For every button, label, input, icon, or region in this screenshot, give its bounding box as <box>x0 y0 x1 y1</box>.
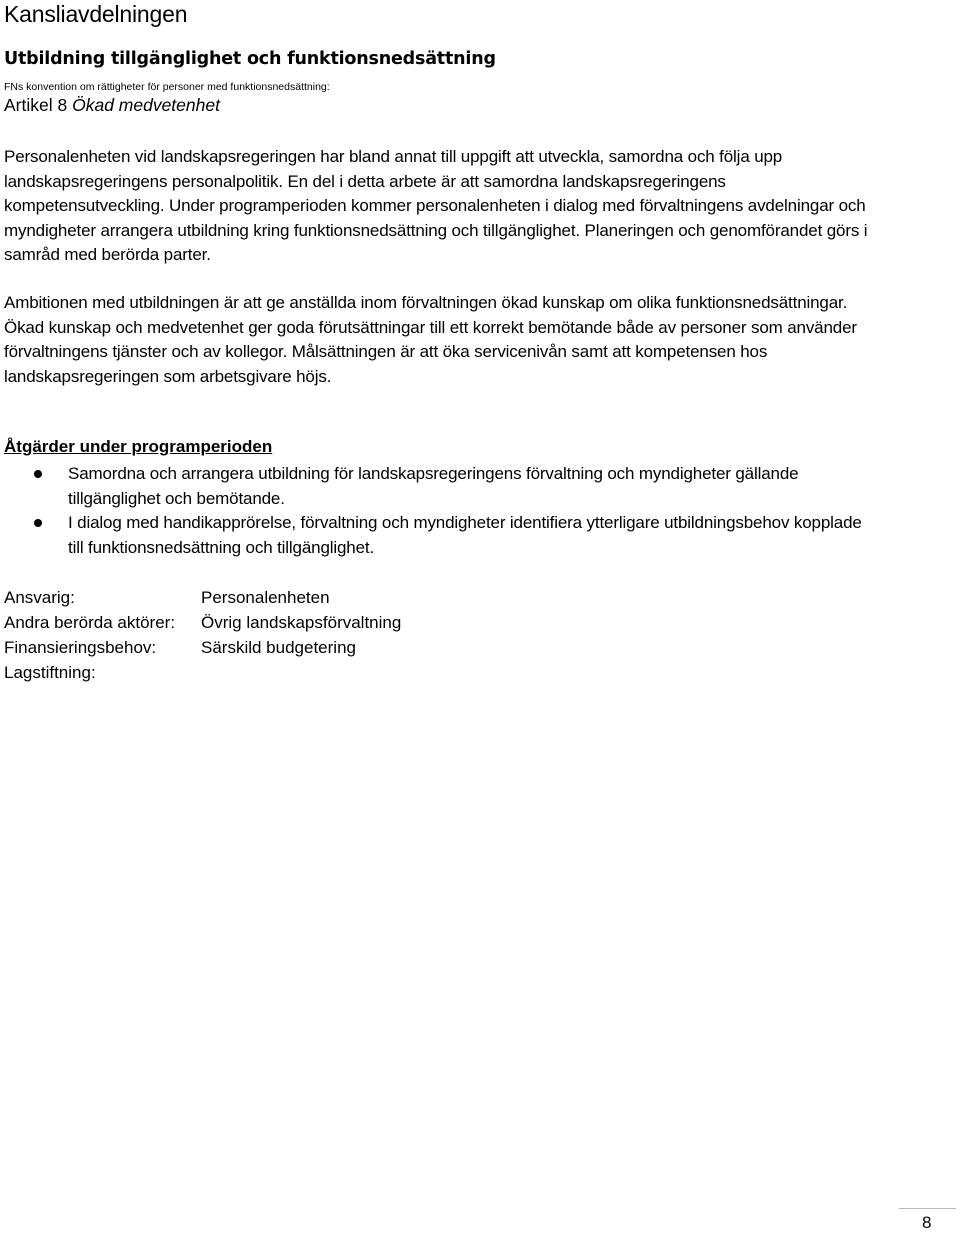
department-header: Kansliavdelningen <box>4 1 188 27</box>
article-name: Ökad medvetenhet <box>72 95 220 115</box>
list-item <box>4 511 874 560</box>
list-item-text: I dialog med handikapprörelse, förvaltning och myndigheter identifiera ytterligare utbildningsbehov kopplade till funktionsnedsättning och tillgänglighet. <box>68 513 862 557</box>
responsibility-table <box>4 585 401 685</box>
list-item-text: Samordna och arrangera utbildning för landskapsregeringens förvaltning och myndigheter gällande tillgänglighet och bemötande. <box>68 464 799 508</box>
meta-value: Särskild budgetering <box>201 638 356 657</box>
measures-list <box>4 462 874 560</box>
meta-label: Finansieringsbehov: <box>4 638 157 657</box>
measures-heading: Åtgärder under programperioden <box>4 437 273 456</box>
section-title: Utbildning tillgänglighet och funktionsnedsättning <box>4 49 496 69</box>
bullet-icon <box>34 519 42 527</box>
meta-label: Andra berörda aktörer: <box>4 613 176 632</box>
meta-row-finansiering <box>4 635 401 660</box>
list-item <box>4 462 874 511</box>
meta-value: Personalenheten <box>201 588 330 607</box>
body-paragraph: Personalenheten vid landskapsregeringen har bland annat till uppgift att utveckla, samordna och följa upp landskapsregeringens personalpolitik. En del i detta arbete är att samordna landskapsregeringens kompetensutveckling. Under programperioden kommer personalenheten i dialog med förvaltningens avdelningar och myndigheter arrangera utbildning kring funktionsnedsättning och tillgänglighet. Planeringen och genomförandet görs i samråd med berörda parter. <box>4 147 868 265</box>
article-reference <box>4 95 220 116</box>
page-number: 8 <box>922 1213 932 1232</box>
meta-value: Övrig landskapsförvaltning <box>201 613 402 632</box>
meta-row-ansvarig <box>4 585 401 610</box>
article-prefix: Artikel 8 <box>4 95 68 115</box>
page-number-rule <box>899 1208 956 1209</box>
meta-row-lagstiftning <box>4 660 401 685</box>
body-paragraph: Ambitionen med utbildningen är att ge anställda inom förvaltningen ökad kunskap om olika funktionsnedsättningar. Ökad kunskap och medvetenhet ger goda förutsättningar till ett korrekt bemötande både av personer som använder förvaltningens tjänster och av kollegor. Målsättningen är att öka servicenivån samt att kompetensen hos landskapsregeringen som arbetsgivare höjs. <box>4 293 857 386</box>
convention-reference: FNs konvention om rättigheter för personer med funktionsnedsättning: <box>4 81 330 93</box>
meta-label: Ansvarig: <box>4 588 75 607</box>
bullet-icon <box>34 470 42 478</box>
meta-row-aktorer <box>4 610 401 635</box>
meta-label: Lagstiftning: <box>4 663 96 682</box>
